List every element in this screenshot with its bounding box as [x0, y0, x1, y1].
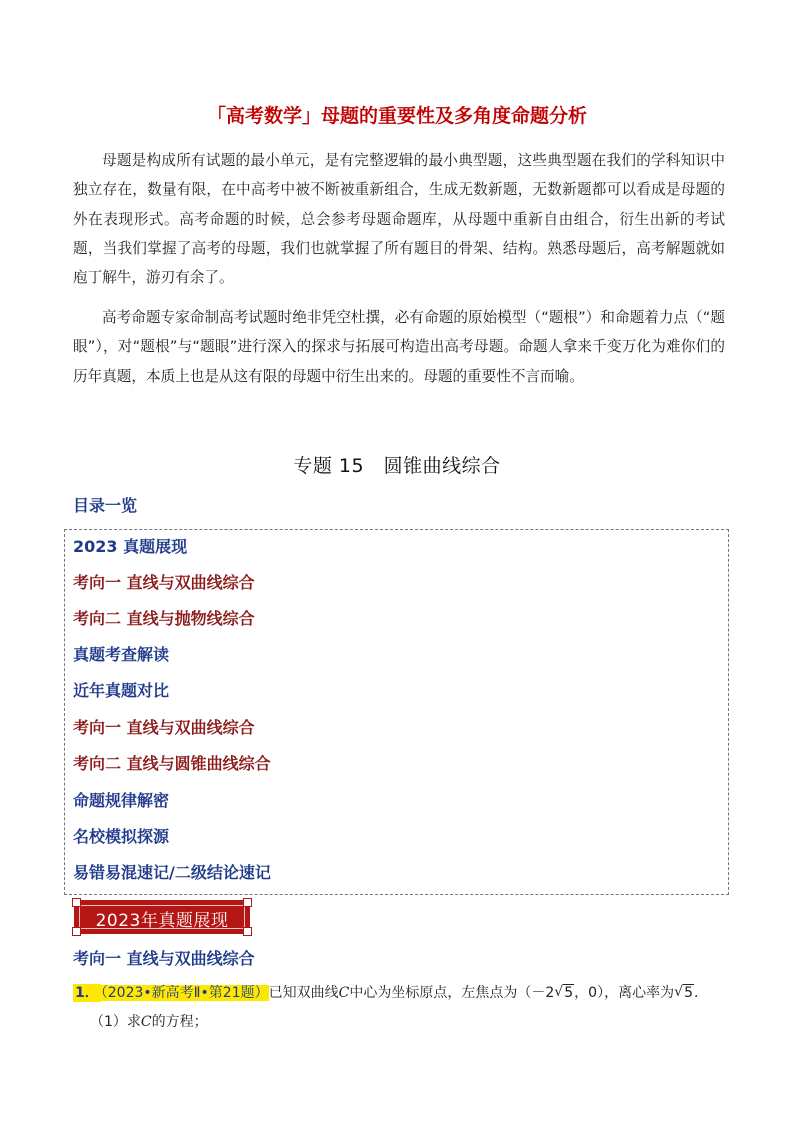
- question-text-after: ，0），离心率为: [574, 985, 675, 1001]
- toc-item[interactable]: 2023 真题展现: [73, 537, 188, 556]
- intro-paragraph-2: 高考命题专家命制高考试题时绝非凭空杜撰，必有命题的原始模型（“题根”）和命题着力点（“题眼”），对“题根”与“题眼”进行深入的探求与拓展可构造出高考母题。命题人拿来千变万化为难你们的历年真题，本质上也是从这有限的母题中衍生出来的。母题的重要性不言而喻。: [73, 309, 725, 385]
- section-heading: 考向一 直线与双曲线综合: [73, 949, 255, 968]
- section-badge-label: 2023年真题展现: [95, 911, 229, 931]
- toc-item[interactable]: 名校模拟探源: [73, 827, 170, 846]
- sub-part-suffix: 的方程；: [151, 1014, 208, 1030]
- sqrt-symbol: [554, 985, 574, 1001]
- toc-item[interactable]: 考向二 直线与圆锥曲线综合: [73, 754, 271, 773]
- radicand: 5: [684, 985, 694, 1001]
- toc-box: [64, 529, 729, 895]
- question-text-before: 已知双曲线: [268, 985, 339, 1001]
- sub-part-prefix: （1）求: [90, 1014, 141, 1030]
- toc-item[interactable]: 真题考查解读: [73, 645, 170, 664]
- intro-paragraph-1: 母题是构成所有试题的最小单元，是有完整逻辑的最小典型题，这些典型题在我们的学科知识中独立存在，数量有限，在中高考中被不断被重新组合，生成无数新题，无数新题都可以看成是母题的外在表现形式。高考命题的时候，总会参考母题命题库，从母题中重新自由组合，衍生出新的考试题，当我们掌握了高考的母题，我们也就掌握了所有题目的骨架、结构。熟悉母题后，高考解题就如庖丁解牛，游刃有余了。: [73, 152, 725, 287]
- toc-item[interactable]: 近年真题对比: [73, 681, 170, 700]
- toc-item[interactable]: 考向一 直线与双曲线综合: [73, 718, 255, 737]
- sqrt-symbol: [674, 985, 694, 1001]
- question-1: [73, 982, 708, 1002]
- topic-title: 专题 15 圆锥曲线综合: [293, 455, 501, 477]
- section-badge: [74, 900, 250, 934]
- sub-part-var: C: [140, 1014, 152, 1030]
- toc-item[interactable]: 易错易混速记/二级结论速记: [73, 863, 271, 882]
- question-text-end: ．: [694, 985, 709, 1001]
- question-sub-part-1: [90, 1011, 208, 1031]
- toc-item[interactable]: 考向二 直线与抛物线综合: [73, 609, 255, 628]
- radicand: 5: [564, 985, 574, 1001]
- toc-heading: 目录一览: [73, 496, 138, 515]
- question-var-c: C: [338, 985, 350, 1001]
- toc-item[interactable]: 考向一 直线与双曲线综合: [73, 573, 255, 592]
- question-text-mid: 中心为坐标原点，左焦点为（－2: [349, 985, 555, 1001]
- question-number: 1．: [75, 985, 99, 1001]
- question-source: （2023•新高考Ⅱ•第21题）: [100, 985, 269, 1001]
- toc-item[interactable]: 命题规律解密: [73, 791, 170, 810]
- page-title: 「高考数学」母题的重要性及多角度命题分析: [206, 105, 587, 127]
